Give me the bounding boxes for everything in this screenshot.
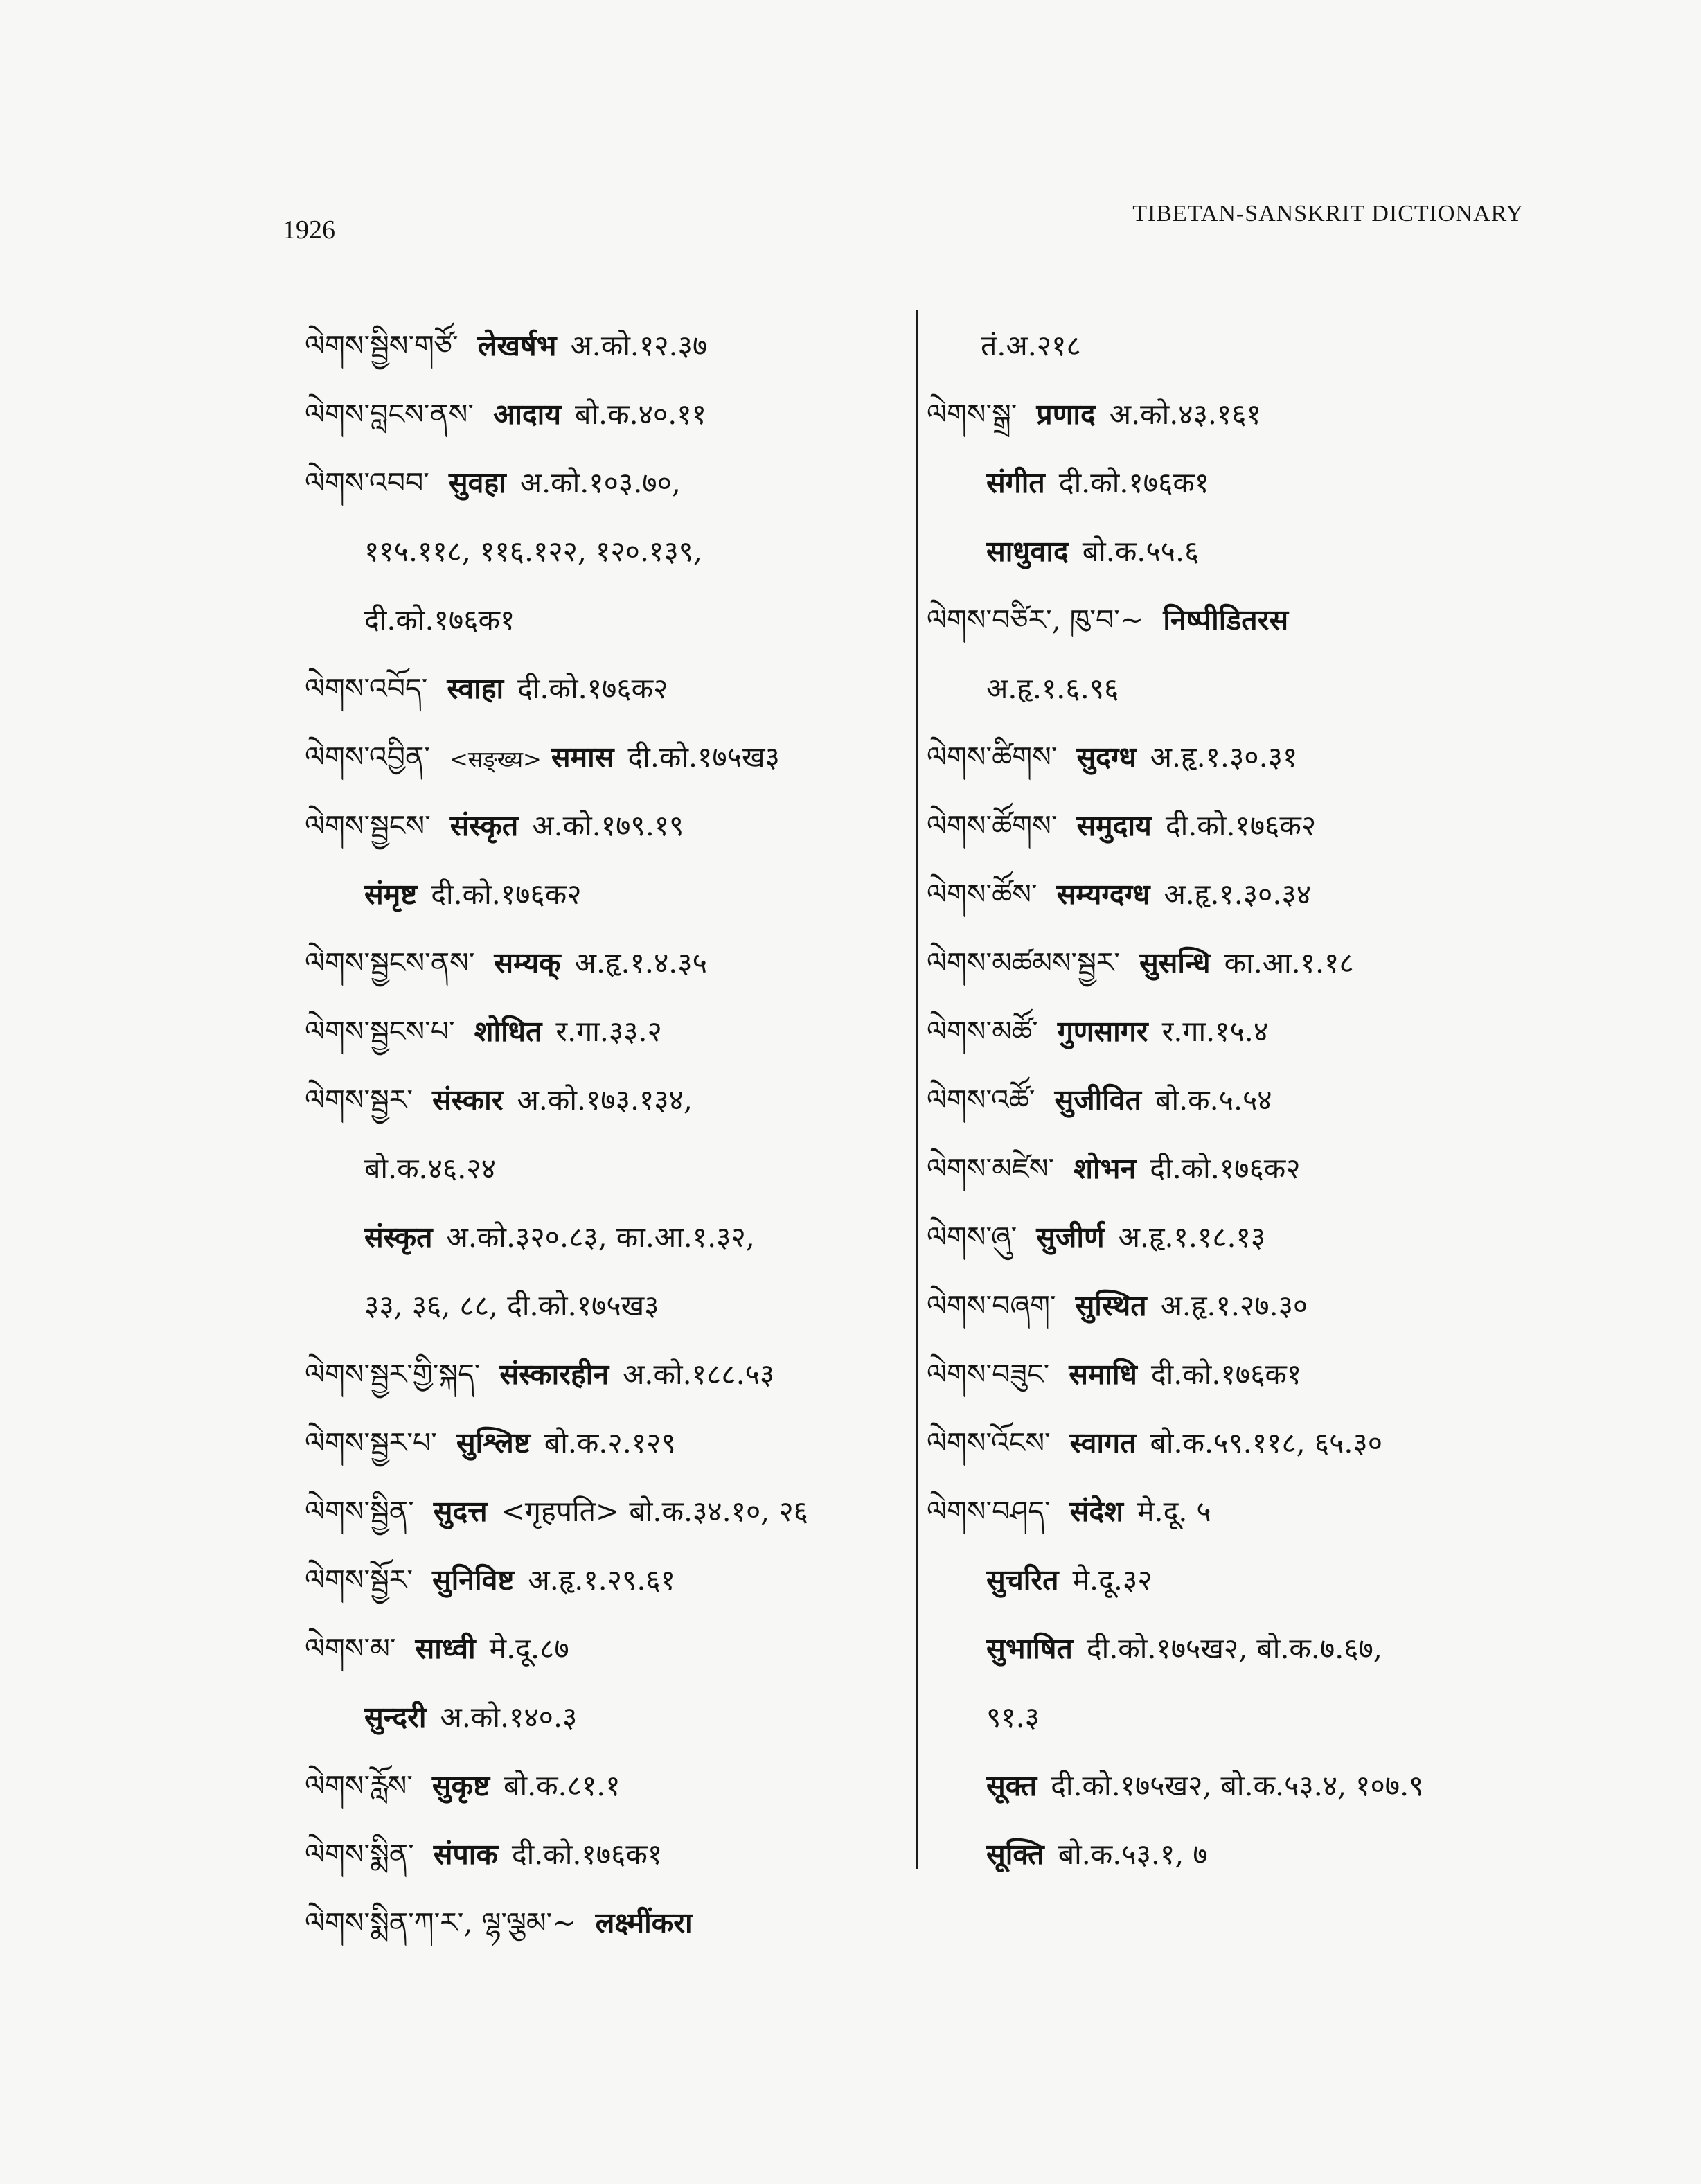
sanskrit-term: संमृष्ट	[364, 878, 418, 911]
page-number: 1926	[283, 215, 335, 245]
reference: अ.को.४३.१६१	[1109, 398, 1261, 431]
tibetan-term: ལེགས་རློས་	[305, 1769, 413, 1802]
entry-line	[305, 1889, 909, 1957]
reference: दी.को.१७५ख२, बो.क.५३.४, १०७.९	[1051, 1769, 1424, 1802]
sanskrit-term: सुजीवित	[1054, 1083, 1142, 1117]
tibetan-term: ལེགས་བཤད་	[927, 1495, 1051, 1528]
entry-line	[305, 1066, 909, 1135]
continuation-line	[305, 1272, 909, 1340]
sanskrit-term: स्वागत	[1069, 1426, 1137, 1459]
sanskrit-term: सुदग्ध	[1076, 740, 1137, 774]
sub-entry-line	[927, 449, 1536, 517]
sub-entry-line	[305, 1203, 909, 1272]
tibetan-term: ལེགས་སྦྱིས་གཙོ་	[305, 329, 458, 362]
running-head: TIBETAN-SANSKRIT DICTIONARY	[1132, 201, 1524, 227]
sanskrit-term: संस्कृत	[449, 809, 519, 842]
reference: दी.को.१७६क१	[511, 1838, 663, 1871]
sanskrit-term: सुनिविष्ट	[431, 1563, 515, 1597]
entry-line	[927, 929, 1536, 997]
reference: बो.क.४६.२४	[364, 1152, 496, 1185]
reference: अ.को.१२.३७	[570, 329, 708, 362]
reference: र.गा.३३.२	[555, 1015, 662, 1048]
tibetan-term: ལེགས་སྦྱར་གྱི་སྐད་	[305, 1358, 481, 1391]
reference: बो.क.५३.१, ७	[1058, 1838, 1208, 1871]
entry-line	[305, 1546, 909, 1615]
reference: तं.अ.२१८	[981, 329, 1081, 362]
sanskrit-term: संस्कारहीन	[499, 1358, 609, 1391]
tibetan-term: ལེགས་སྒྲ་	[927, 398, 1017, 431]
tibetan-term: ལེགས་བཞག་	[927, 1289, 1056, 1322]
reference: बो.क.५९.११८, ६५.३०	[1150, 1426, 1383, 1459]
sanskrit-term: साध्वी	[415, 1632, 476, 1665]
sub-entry-line	[927, 1615, 1536, 1683]
sanskrit-term: सुस्थित	[1075, 1289, 1147, 1322]
sub-entry-line	[305, 860, 909, 929]
entry-line	[305, 1752, 909, 1820]
sanskrit-term: संस्कृत	[364, 1220, 433, 1254]
entry-line	[927, 860, 1536, 929]
tibetan-term: ལེགས་ཞུ་	[927, 1220, 1017, 1254]
sanskrit-term: संदेश	[1069, 1495, 1124, 1528]
reference: ९१.३	[986, 1701, 1040, 1734]
entry-line	[305, 1409, 909, 1477]
entry-line	[305, 997, 909, 1066]
entry-line	[305, 1615, 909, 1683]
sanskrit-term: संगीत	[986, 466, 1045, 499]
sub-entry-line	[927, 517, 1536, 586]
tibetan-term: ལེགས་སྨིན་ཀ་ར་, ལྷ་ལྕམ་~	[305, 1906, 576, 1939]
reference: अ.हृ.१.२९.६१	[528, 1563, 675, 1597]
tibetan-term: ལེགས་འབབ་	[305, 466, 429, 499]
reference: अ.हृ.१.४.३५	[574, 946, 707, 979]
sanskrit-term: आदाय	[492, 398, 562, 431]
entry-line	[927, 1409, 1536, 1477]
reference: दी.को.१७५ख३	[627, 740, 780, 774]
tibetan-term: ལེགས་ཚོགས་	[927, 809, 1058, 842]
entry-line	[305, 655, 909, 723]
sanskrit-term: समास	[551, 740, 614, 774]
reference: अ.हृ.१.३०.३१	[1150, 740, 1298, 774]
sanskrit-term: सुचरित	[986, 1563, 1059, 1597]
sanskrit-term: समुदाय	[1076, 809, 1152, 842]
sanskrit-term: लेखर्षभ	[477, 329, 557, 362]
sanskrit-term: संस्कार	[431, 1083, 504, 1117]
tibetan-term: ལེགས་མཚམས་སྦྱར་	[927, 946, 1120, 979]
sanskrit-term: संपाक	[433, 1838, 498, 1871]
tibetan-term: ལེགས་སྦྱར་པ་	[305, 1426, 437, 1459]
tibetan-term: ལེགས་སྨིན་	[305, 1838, 414, 1871]
reference: दी.को.१७६क२	[1165, 809, 1317, 842]
entry-line	[927, 1203, 1536, 1272]
reference: दी.को.१७६क२	[517, 672, 668, 705]
sub-entry-line	[927, 1820, 1536, 1889]
reference: दी.को.१७६क१	[364, 603, 515, 637]
tibetan-term: ལེགས་མཛེས་	[927, 1152, 1055, 1185]
sub-entry-line	[927, 1546, 1536, 1615]
tibetan-term: ལེགས་བཟུང་	[927, 1358, 1050, 1391]
reference: दी.को.१७६क२	[1150, 1152, 1301, 1185]
sanskrit-term: सूक्ति	[986, 1838, 1044, 1871]
sanskrit-term: प्रणाद	[1036, 398, 1096, 431]
context-note: <सङ्ख्य>	[449, 746, 542, 772]
sanskrit-term: सुभाषित	[986, 1632, 1073, 1665]
reference: दी.को.१७६क१	[1058, 466, 1210, 499]
reference: बो.क.८१.१	[504, 1769, 621, 1802]
entry-line	[927, 792, 1536, 860]
reference: अ.को.३२०.८३, का.आ.१.३२,	[446, 1220, 755, 1254]
right-column	[927, 312, 1536, 1889]
tibetan-term: ལེགས་མ་	[305, 1632, 396, 1665]
tibetan-term: ལེགས་བླངས་ནས་	[305, 398, 474, 431]
entry-line	[927, 1340, 1536, 1409]
sanskrit-term: स्वाहा	[447, 672, 504, 705]
reference: अ.को.१७९.१९	[532, 809, 684, 842]
continuation-line	[927, 1683, 1536, 1752]
sanskrit-term: सुन्दरी	[364, 1701, 427, 1734]
tibetan-term: ལེགས་འབྱིན་	[305, 740, 430, 774]
reference: अ.हृ.१.६.९६	[986, 672, 1119, 705]
reference: बो.क.३४.१०, २६	[629, 1495, 809, 1528]
reference: अ.को.१७३.१३४,	[517, 1083, 693, 1117]
tibetan-term: ལེགས་འོངས་	[927, 1426, 1051, 1459]
tibetan-term: ལེགས་ཚོས་	[927, 878, 1037, 911]
reference: बो.क.२.१२९	[544, 1426, 676, 1459]
tibetan-term: ལེགས་སྦྱོར་	[305, 1563, 413, 1597]
continuation-line	[305, 1135, 909, 1203]
sanskrit-term: सुकृष्ट	[431, 1769, 490, 1802]
sanskrit-term: शोधित	[474, 1015, 542, 1048]
tibetan-term: ལེགས་སྦྱངས་ནས་	[305, 946, 475, 979]
reference: दी.को.१७६क१	[1150, 1358, 1302, 1391]
tibetan-term: ལེགས་སྦྱིན་	[305, 1495, 414, 1528]
reference: ३३, ३६, ८८, दी.को.१७५ख३	[364, 1289, 659, 1322]
tibetan-term: ལེགས་འཚོ་	[927, 1083, 1035, 1117]
entry-line	[927, 1272, 1536, 1340]
reference: दी.को.१७५ख२, बो.क.७.६७,	[1086, 1632, 1382, 1665]
reference: मे.दू.८७	[489, 1632, 569, 1665]
tibetan-term: ལེགས་བཙིར་, ཁུ་བ་~	[927, 603, 1144, 637]
entry-line	[927, 997, 1536, 1066]
entry-line	[927, 380, 1536, 449]
reference: का.आ.१.१८	[1224, 946, 1354, 979]
sanskrit-term: सम्यक्	[494, 946, 561, 979]
sanskrit-term: सुश्लिष्ट	[456, 1426, 531, 1459]
tibetan-term: ལེགས་སྦྱངས་	[305, 809, 431, 842]
entry-line	[305, 929, 909, 997]
entry-line	[305, 792, 909, 860]
sanskrit-term: सूक्त	[986, 1769, 1037, 1802]
tibetan-term: ལེགས་འབོད་	[305, 672, 428, 705]
sanskrit-term: सुसन्धि	[1139, 946, 1211, 979]
sanskrit-term: सम्यग्दग्ध	[1056, 878, 1150, 911]
entry-line	[927, 723, 1536, 792]
tibetan-term: ལེགས་སྦྱར་	[305, 1083, 413, 1117]
sanskrit-term: गुणसागर	[1057, 1015, 1148, 1048]
reference: मे.दू.३२	[1072, 1563, 1152, 1597]
continuation-line	[305, 586, 909, 655]
tibetan-term: ལེགས་མཚོ་	[927, 1015, 1038, 1048]
entry-line	[305, 1477, 909, 1546]
sanskrit-term: सुजीर्ण	[1036, 1220, 1105, 1254]
sub-entry-line	[305, 1683, 909, 1752]
tibetan-term: ལེགས་ཚིགས་	[927, 740, 1058, 774]
entry-line	[305, 1820, 909, 1889]
entry-line	[927, 1477, 1536, 1546]
sanskrit-term: सुदत्त	[433, 1495, 488, 1528]
entry-line	[305, 380, 909, 449]
sanskrit-term: निष्पीडितरस	[1163, 603, 1289, 637]
sanskrit-term: सुवहा	[448, 466, 506, 499]
reference: अ.हृ.१.१८.१३	[1118, 1220, 1266, 1254]
continuation-line	[927, 655, 1536, 723]
reference: बो.क.४०.११	[575, 398, 706, 431]
reference: अ.को.१८८.५३	[623, 1358, 775, 1391]
sub-entry-line	[927, 1752, 1536, 1820]
sanskrit-term: शोभन	[1074, 1152, 1137, 1185]
sanskrit-term: साधुवाद	[986, 535, 1069, 568]
context-note: <गृहपति>	[501, 1495, 620, 1528]
entry-line	[927, 1066, 1536, 1135]
sanskrit-term: लक्ष्मींकरा	[595, 1906, 693, 1939]
continuation-line	[305, 517, 909, 586]
reference: अ.हृ.१.२७.३०	[1160, 1289, 1308, 1322]
reference: मे.दू. ५	[1137, 1495, 1211, 1528]
entry-line	[305, 449, 909, 517]
entry-line	[305, 312, 909, 380]
reference: बो.क.५.५४	[1155, 1083, 1272, 1117]
reference: अ.को.१४०.३	[440, 1701, 578, 1734]
left-column	[305, 312, 909, 1957]
entry-line	[927, 1135, 1536, 1203]
column-rule	[916, 310, 918, 1869]
continuation-line	[927, 312, 1536, 380]
reference: दी.को.१७६क२	[431, 878, 582, 911]
reference: अ.हृ.१.३०.३४	[1164, 878, 1312, 911]
entry-line	[305, 1340, 909, 1409]
reference: अ.को.१०३.७०,	[519, 466, 681, 499]
reference: र.गा.१५.४	[1161, 1015, 1269, 1048]
reference: बो.क.५५.६	[1082, 535, 1200, 568]
entry-line	[927, 586, 1536, 655]
entry-line	[305, 723, 909, 792]
tibetan-term: ལེགས་སྦྱངས་པ་	[305, 1015, 455, 1048]
sanskrit-term: समाधि	[1069, 1358, 1137, 1391]
reference: ११५.११८, ११६.१२२, १२०.१३९,	[364, 535, 703, 568]
